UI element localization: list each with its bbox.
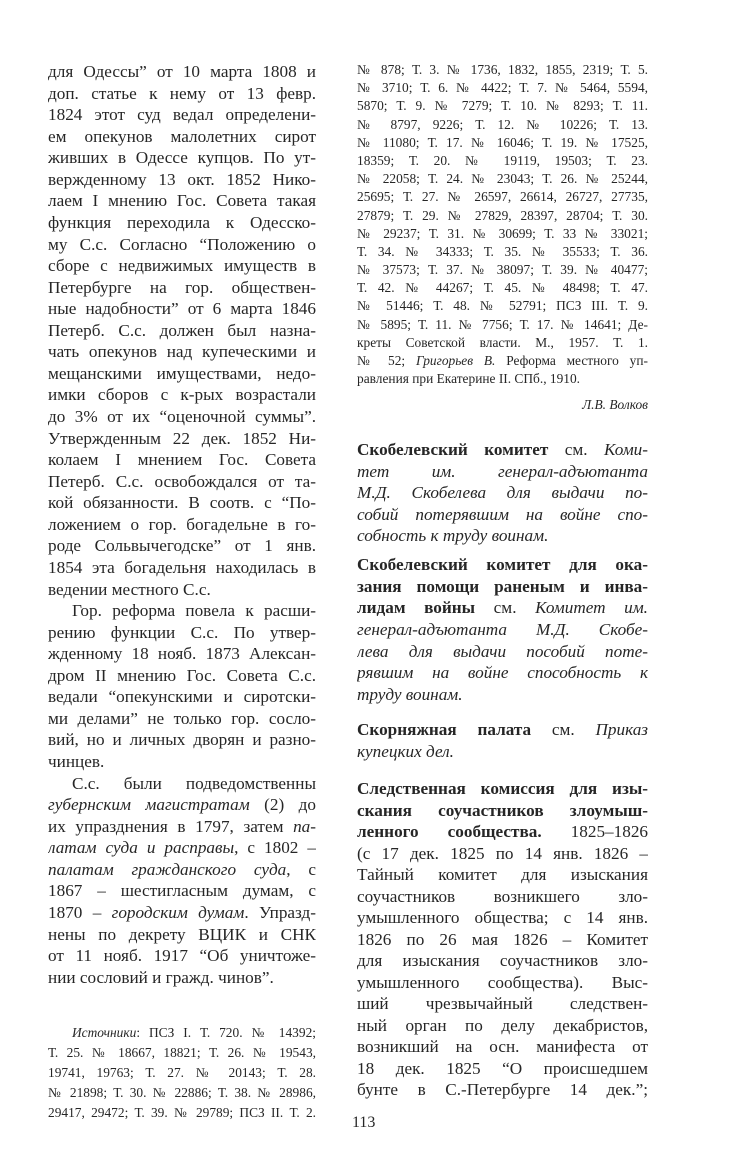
bold-term: ленного сообщества. — [357, 822, 542, 841]
text-segment: № 52; — [357, 353, 416, 368]
text-line — [357, 993, 648, 1015]
text-line — [48, 729, 316, 751]
text-segment: имки сборов с к-рых возрастали — [48, 385, 316, 405]
text-segment: Тайный комитет для изыскания — [357, 865, 648, 884]
text-segment: № 22058; Т. 24. № 23043; Т. 26. № 25244, — [357, 171, 648, 187]
text-segment: № 51446; Т. 48. № 52791; ПСЗ III. Т. 9. — [357, 298, 648, 314]
text-line — [48, 341, 316, 363]
text-line — [357, 662, 648, 684]
text-segment: дром II мнению Гос. Совета С.с. — [48, 665, 316, 685]
text-segment: 1854 эта богадельня находилась в — [48, 557, 316, 577]
text-segment: 19741, 19763; Т. 27. № 20143; Т. 28. — [48, 1065, 316, 1080]
text-line — [48, 924, 316, 946]
entry-sledstvennaya-komissiya — [357, 778, 648, 1101]
text-line — [48, 945, 316, 967]
text-line — [48, 320, 316, 342]
text-line — [48, 514, 316, 536]
text-segment: возникший на осн. манифеста от — [357, 1037, 648, 1056]
text-segment: чать опекунов над купеческими и — [48, 342, 316, 362]
text-line — [357, 719, 648, 741]
text-segment: сборе с недвижимых имуществ в — [48, 256, 316, 276]
text-line — [357, 864, 648, 886]
text-line — [357, 597, 648, 619]
text-segment: . Упразд- — [244, 902, 316, 922]
text-segment: № 8797, 9226; Т. 12. № 10226; Т. 13. — [357, 116, 648, 132]
text-segment: С.с. были подведомственны — [72, 773, 316, 793]
text-segment: нены по декрету ВЦИК и СНК — [48, 924, 316, 944]
text-segment: равления при Екатерине II. СПб., 1910. — [357, 371, 581, 387]
bold-term: лидам войны — [357, 598, 476, 618]
text-segment: колаем I мнением Гос. Совета — [48, 450, 316, 470]
italic-text: тет им. генерал-адъютанта — [357, 461, 648, 481]
text-segment: Петерб. С.с. освобождался от та- — [48, 471, 316, 491]
text-line — [48, 686, 316, 708]
text-line — [357, 641, 648, 663]
entry-skobelevsky-komitet — [357, 439, 648, 547]
entry-skornyazhnaya-palata — [357, 719, 648, 762]
text-line — [357, 279, 648, 297]
text-segment: Петерб. С.с. должен был назна- — [48, 320, 316, 340]
text-line — [357, 821, 648, 843]
text-segment: Т. 25. № 18667, 18821; Т. 26. № 19543, — [48, 1045, 316, 1060]
text-segment: (2) до — [249, 795, 316, 815]
text-line — [48, 794, 316, 816]
text-segment: доп. статье к нему от 13 февр. — [48, 83, 316, 103]
text-line — [357, 972, 648, 994]
text-segment: мещанскими имуществами, недо- — [48, 363, 316, 383]
text-line — [357, 461, 648, 483]
text-line — [48, 751, 316, 773]
text-line — [48, 557, 316, 579]
text-line — [357, 79, 648, 97]
text-segment: вержденному 13 окт. 1852 Нико- — [48, 169, 316, 189]
text-segment: Гор. реформа повела к расши- — [72, 601, 316, 621]
text-line — [357, 370, 648, 388]
italic-text: Комитет им. — [535, 598, 648, 618]
text-line — [357, 334, 648, 352]
text-line — [48, 147, 316, 169]
italic-text: купецких дел. — [357, 741, 454, 761]
text-segment: Утвержденным 22 дек. 1852 Ни- — [48, 428, 316, 448]
text-line — [48, 1023, 316, 1043]
text-line — [48, 1063, 316, 1083]
italic-text: труду воинам. — [357, 685, 463, 705]
text-line — [357, 886, 648, 908]
text-segment: для изыскания соучастников зло- — [357, 951, 648, 970]
page-number: 113 — [352, 1114, 376, 1131]
text-line — [48, 298, 316, 320]
italic-text: па- — [293, 816, 316, 836]
text-line — [48, 837, 316, 859]
text-line — [357, 950, 648, 972]
text-line — [48, 126, 316, 148]
text-line — [357, 225, 648, 243]
text-segment: 27879; Т. 29. № 27829, 28397, 28704; Т. 30. — [357, 207, 648, 223]
text-segment: для Одессы” от 10 марта 1808 и — [48, 62, 316, 81]
text-line — [48, 643, 316, 665]
text-segment: № 5895; Т. 11. № 7756; Т. 17. № 14641; Де- — [357, 316, 648, 332]
text-segment: 29417, 29472; Т. 39. № 29789; ПСЗ II. Т. 2. — [48, 1105, 316, 1120]
italic-text: собий потерявшим на войне спо- — [357, 504, 648, 524]
text-segment: № 878; Т. 3. № 1736, 1832, 1855, 2319; Т. 5. — [357, 62, 648, 77]
text-line — [48, 708, 316, 730]
text-segment: ем опекунов малолетних сирот — [48, 126, 316, 146]
text-line — [48, 169, 316, 191]
italic-text: городским думам — [111, 902, 245, 922]
text-line — [357, 352, 648, 370]
text-segment: см. — [531, 720, 596, 739]
text-line — [357, 554, 648, 576]
italic-text: генерал-адъютанта М.Д. Скобе- — [357, 620, 648, 640]
text-line — [357, 261, 648, 279]
text-line — [48, 212, 316, 234]
right-column-sources — [357, 61, 648, 388]
text-line — [357, 152, 648, 170]
text-line — [48, 104, 316, 126]
text-segment: 18359; Т. 20. № 19119, 19503; Т. 23. — [357, 152, 648, 168]
text-line — [48, 471, 316, 493]
text-segment: их упразднения в 1797, затем — [48, 816, 294, 836]
text-segment: умышленного сообщества). Выс- — [357, 972, 648, 992]
text-line — [48, 902, 316, 924]
text-line — [357, 243, 648, 261]
text-line — [357, 207, 648, 225]
text-line — [357, 61, 648, 79]
text-line — [357, 684, 648, 706]
text-line — [357, 316, 648, 334]
text-segment: вий, но и личных дворян и разно- — [48, 730, 316, 750]
text-segment: см. — [548, 440, 604, 459]
text-line — [357, 297, 648, 315]
text-segment: ведении местного С.с. — [48, 579, 211, 599]
text-line — [48, 363, 316, 385]
text-segment: Петербурге на гор. обществен- — [48, 277, 316, 297]
text-line — [48, 83, 316, 105]
text-line — [357, 576, 648, 598]
text-segment: 25695; Т. 27. № 26597, 26614, 26727, 27735, — [357, 189, 648, 205]
text-line — [48, 773, 316, 795]
bold-term: скания соучастников злоумыш- — [357, 800, 648, 820]
text-line — [357, 619, 648, 641]
text-line — [48, 234, 316, 256]
text-segment: № 29237; Т. 31. № 30699; Т. 33 № 33021; — [357, 225, 648, 241]
text-segment: му С.с. Согласно “Положению о — [48, 234, 316, 254]
text-line — [357, 97, 648, 115]
text-line — [48, 190, 316, 212]
text-segment: ведали “опекунскими и сиротски- — [48, 687, 316, 707]
text-line — [48, 428, 316, 450]
text-segment: 18 дек. 1825 “О происшедшем — [357, 1058, 648, 1078]
text-segment: Т. 34. № 34333; Т. 35. № 35533; Т. 36. — [357, 243, 648, 259]
text-line — [48, 492, 316, 514]
text-line — [48, 816, 316, 838]
bold-term: Следственная комиссия для изы- — [357, 779, 648, 798]
text-line — [357, 843, 648, 865]
text-line — [357, 134, 648, 152]
text-line — [48, 61, 316, 83]
text-line — [357, 1015, 648, 1037]
bold-term: зания помощи раненым и инва- — [357, 576, 648, 596]
text-segment: , с 1802 – — [234, 838, 316, 858]
italic-text: Коми- — [604, 440, 648, 459]
text-line — [357, 170, 648, 188]
text-line — [357, 907, 648, 929]
text-line — [48, 277, 316, 299]
bold-term: Скорняжная палата — [357, 720, 532, 739]
text-line — [357, 800, 648, 822]
entry-skobelevsky-komitet-pomoshchi — [357, 554, 648, 706]
text-segment: ложением о гор. богадельне в го- — [48, 514, 316, 534]
italic-text: М.Д. Скобелева для выдачи по- — [357, 483, 648, 502]
text-line — [357, 439, 648, 461]
text-segment: : ПСЗ I. Т. 720. № 14392; — [136, 1025, 316, 1040]
text-segment: Реформа местного уп- — [495, 353, 648, 368]
text-line — [48, 535, 316, 557]
text-segment: ный орган по делу декабристов, — [357, 1015, 648, 1035]
text-line — [48, 622, 316, 644]
text-line — [48, 255, 316, 277]
text-segment: рению функции С.с. По утвер- — [48, 622, 316, 642]
text-segment: 1870 – — [48, 902, 112, 922]
text-segment: умышленного общества; с 14 янв. — [357, 908, 648, 927]
text-segment: ми делами” не только гор. сосло- — [48, 708, 316, 728]
text-segment: 5870; Т. 9. № 7279; Т. 10. № 8293; Т. 11. — [357, 98, 648, 114]
text-line — [48, 665, 316, 687]
text-line — [357, 116, 648, 134]
italic-text: губернским магистратам — [48, 795, 250, 815]
italic-text: рявшим на войне способность к — [357, 663, 648, 683]
text-segment: чинцев. — [48, 752, 105, 771]
text-segment: № 37573; Т. 37. № 38097; Т. 39. № 40477; — [357, 262, 648, 278]
italic-text: палатам гражданского суда — [48, 859, 287, 879]
text-segment: 1867 – шестигласным думам, с — [48, 881, 316, 901]
text-line — [48, 449, 316, 471]
italic-text: Григорьев В. — [415, 353, 496, 368]
italic-text: латам суда и расправы — [48, 838, 235, 858]
text-segment: № 3710; Т. 6. № 4422; Т. 7. № 5464, 5594, — [357, 80, 648, 96]
text-line — [48, 579, 316, 601]
text-segment: 1826 по 26 мая 1826 – Комитет — [357, 929, 648, 949]
text-line — [357, 778, 648, 800]
text-segment: 1825–1826 — [541, 822, 648, 841]
text-line — [357, 1079, 648, 1101]
text-line — [357, 929, 648, 951]
text-line — [357, 1058, 648, 1080]
author-signature: Л.В. Волков — [582, 397, 648, 412]
italic-text: собность к труду воинам. — [357, 526, 549, 545]
text-line — [357, 1036, 648, 1058]
text-line — [48, 1103, 316, 1123]
text-segment: , с — [286, 859, 316, 879]
text-segment: ший чрезвычайный следствен- — [357, 994, 648, 1013]
bold-term: Скобелевский комитет для ока- — [357, 555, 648, 574]
text-line — [357, 188, 648, 206]
text-line — [357, 525, 648, 547]
text-segment: соучастников возникшего зло- — [357, 886, 648, 906]
italic-text: Приказ — [595, 720, 648, 739]
text-segment: от 11 нояб. 1917 “Об уничтоже- — [48, 946, 316, 966]
text-segment: Т. 42. № 44267; Т. 45. № 48498; Т. 47. — [357, 280, 648, 296]
text-segment: нии сословий и гражд. чинов”. — [48, 967, 274, 987]
text-line — [48, 1083, 316, 1103]
text-line — [357, 741, 648, 763]
text-line — [48, 880, 316, 902]
text-segment: (с 17 дек. 1825 по 14 янв. 1826 – — [357, 843, 648, 863]
text-segment: живших в Одессе купцов. По ут- — [48, 148, 316, 168]
text-segment: до 3% от их “оценочной суммы”. — [48, 407, 316, 426]
bold-term: Скобелевский комитет — [357, 440, 549, 459]
text-line — [48, 600, 316, 622]
text-line — [357, 482, 648, 504]
text-segment: жденному 18 нояб. 1873 Алексан- — [48, 644, 316, 664]
text-line — [48, 1043, 316, 1063]
text-segment: см. — [475, 598, 536, 618]
text-segment: бунте в С.-Петербурге 14 дек.”; — [357, 1080, 648, 1099]
text-segment: 1824 этот суд ведал определени- — [48, 105, 316, 125]
text-line — [48, 384, 316, 406]
text-segment: лаем I мнению Гос. Совета такая — [48, 191, 316, 211]
text-segment: № 21898; Т. 30. № 22886; Т. 38. № 28986, — [48, 1085, 316, 1100]
text-segment: ные надобности” от 6 марта 1846 — [48, 299, 316, 319]
text-line — [357, 504, 648, 526]
text-segment: креты Советской власти. М., 1957. Т. 1. — [357, 334, 648, 350]
left-column-body — [48, 61, 316, 988]
italic-text: лева для выдачи пособий поте- — [357, 641, 648, 661]
text-line — [48, 859, 316, 881]
text-segment: функция переходила к Одесско- — [48, 212, 316, 232]
text-segment: № 11080; Т. 17. № 16046; Т. 19. № 17525, — [357, 134, 648, 150]
italic-text: Источники — [72, 1025, 137, 1040]
text-segment: роде Сольвычегодске” от 1 янв. — [48, 536, 316, 556]
left-column-sources — [48, 1023, 316, 1123]
text-segment: кой обязанности. В соотв. с “По- — [48, 493, 316, 513]
text-line — [48, 967, 316, 989]
text-line — [48, 406, 316, 428]
